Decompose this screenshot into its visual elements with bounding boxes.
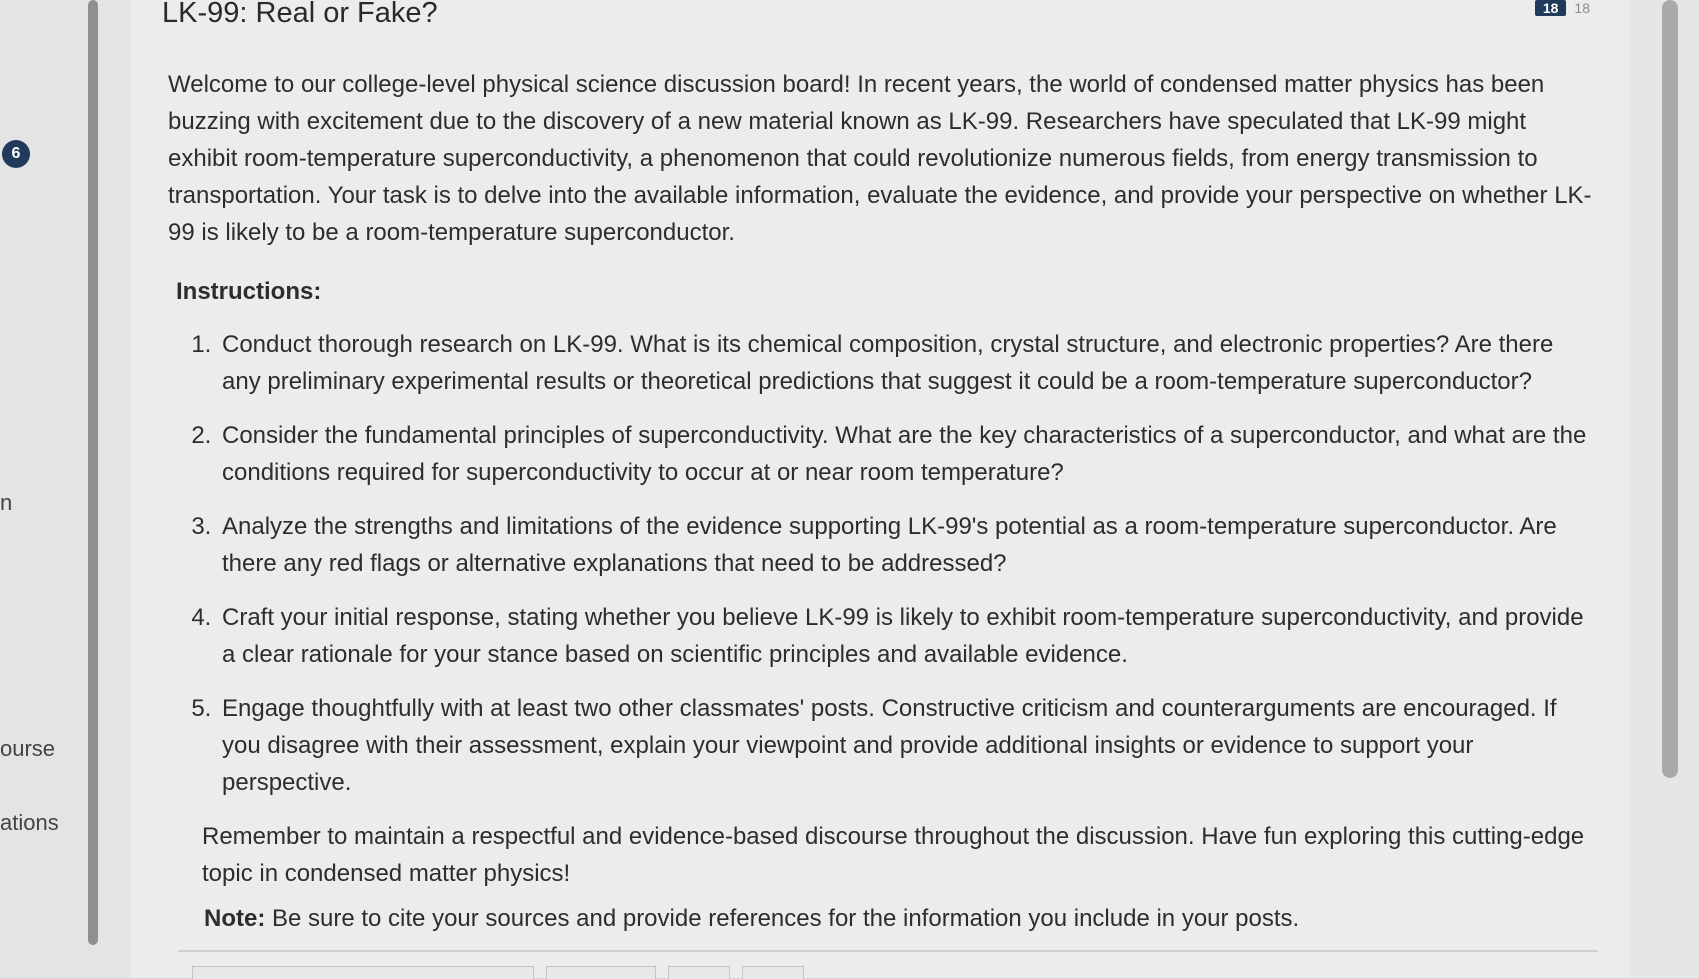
- nav-item-partial-3[interactable]: ations: [0, 810, 59, 835]
- instruction-item: 1. Conduct thorough research on LK-99. What is its chemical composition, crystal structure, and electronic properties? Are there any preliminary experimental results or theoretical predictions that suggest it could be a room-temperature superconductor?: [218, 326, 1598, 400]
- current-page-badge: 18: [1535, 0, 1567, 16]
- note-paragraph: [204, 900, 1598, 937]
- note-text: Be sure to cite your sources and provide references for the information you include in your posts.: [265, 905, 1300, 932]
- instruction-item: 3. Analyze the strengths and limitations of the evidence supporting LK-99's potential as a room-temperature superconductor. Are there any red flags or alternative explanations that need to be addressed?: [218, 508, 1598, 582]
- instructions-list: [168, 326, 1598, 801]
- sidebar-scrollbar[interactable]: [88, 0, 98, 945]
- discussion-main-panel: [130, 0, 1630, 978]
- notification-badge[interactable]: 6: [2, 140, 30, 168]
- divider: [178, 950, 1598, 952]
- intro-paragraph: Welcome to our college-level physical science discussion board! In recent years, the world of condensed matter physics has been buzzing with excitement due to the discovery of a new material known as LK-99. Researchers have speculated that LK-99 might exhibit room-temperature superconductivity, a phenomenon that could revolutionize numerous fields, from energy transmission to transportation. Your task is to delve into the available information, evaluate the evidence, and provide your perspective on whether LK-99 is likely to be a room-temperature superconductor.: [168, 71, 1592, 246]
- page-counter: [1535, 0, 1590, 16]
- bottom-control-3[interactable]: [668, 966, 730, 979]
- bottom-control-2[interactable]: [546, 966, 656, 979]
- total-pages: 18: [1574, 0, 1590, 16]
- nav-item-partial-2[interactable]: ourse: [0, 736, 56, 761]
- bottom-control-1[interactable]: [192, 966, 534, 979]
- bottom-controls: [192, 966, 804, 979]
- instruction-item: 4. Craft your initial response, stating whether you believe LK-99 is likely to exhibit room-temperature superconductivity, and provide a clear rationale for your stance based on scientific principles and available evidence.: [218, 599, 1598, 673]
- page-title: LK-99: Real or Fake?: [162, 0, 438, 29]
- nav-item-partial-1[interactable]: n: [0, 490, 13, 515]
- instruction-item: 5. Engage thoughtfully with at least two other classmates' posts. Constructive criticism and counterarguments are encouraged. If you disagree with their assessment, explain your viewpoint and provide additional insights or evidence to support your perspective.: [218, 690, 1598, 801]
- instructions-heading: Instructions:: [176, 278, 322, 305]
- discussion-prompt: [168, 66, 1598, 937]
- instruction-item: 2. Consider the fundamental principles of superconductivity. What are the key characteristics of a superconductor, and what are the conditions required for superconductivity to occur at or near room temperature?: [218, 417, 1598, 491]
- closing-paragraph: Remember to maintain a respectful and evidence-based discourse throughout the discussion. Have fun exploring this cutting-edge topic in condensed matter physics!: [202, 823, 1585, 887]
- bottom-control-4[interactable]: [742, 966, 804, 979]
- main-scrollbar[interactable]: [1662, 0, 1678, 778]
- course-nav-sidebar: [0, 0, 130, 978]
- note-label: Note:: [204, 905, 266, 932]
